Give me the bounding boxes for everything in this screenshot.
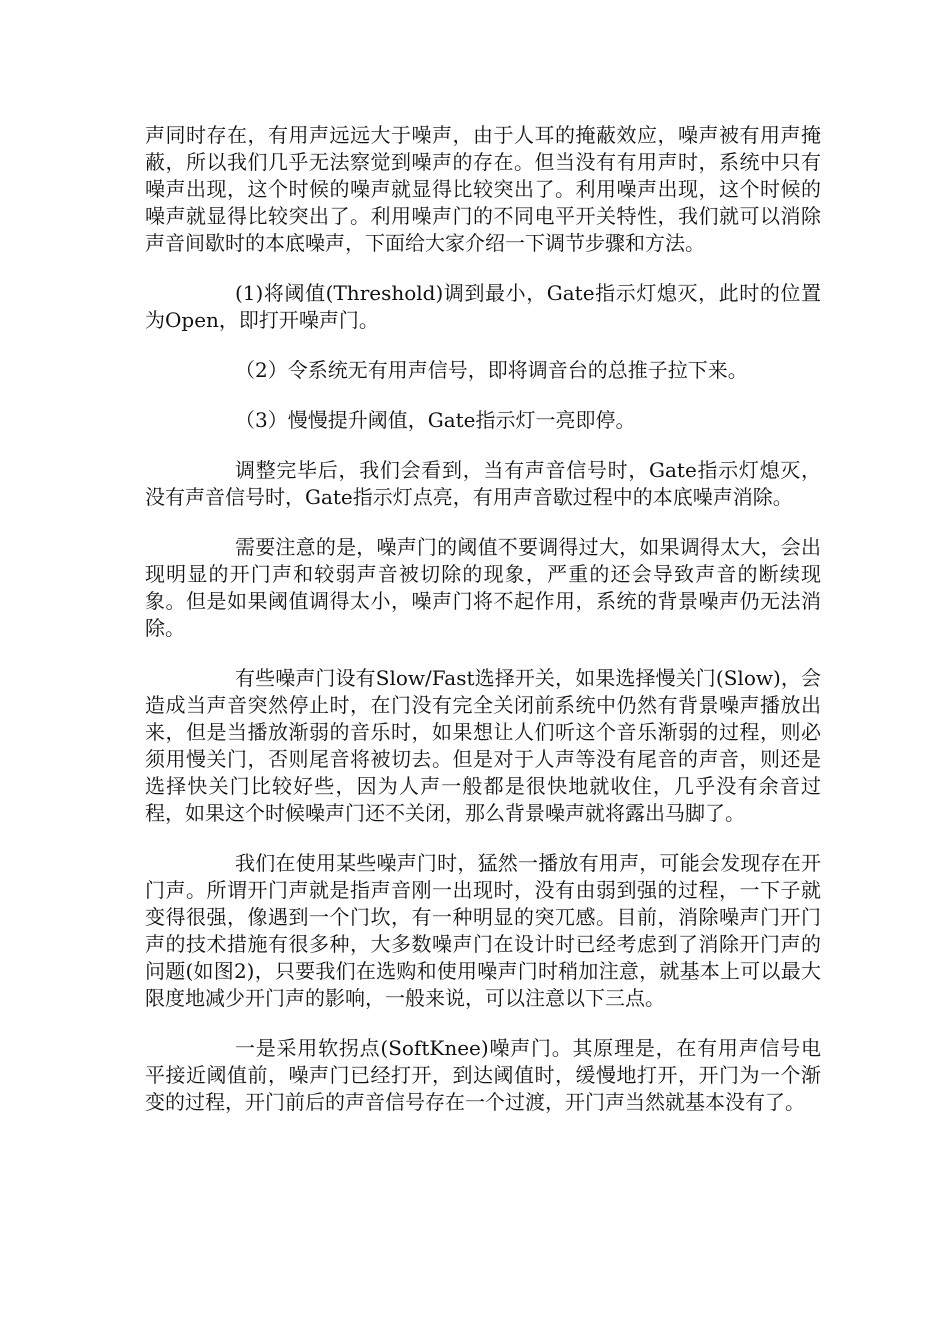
- paragraph-soft-knee: 一是采用软拐点(SoftKnee)噪声门。其原理是，在有用声信号电平接近阈值前，噪声门已经打开，到达阈值时，缓慢地打开，开门为一个渐变的过程，开门前后的声音信号存在一个过渡，开门声当然就基本没有了。: [145, 1036, 821, 1114]
- paragraph-result: 调整完毕后，我们会看到，当有声音信号时，Gate指示灯熄灭，没有声音信号时，Gate指示灯点亮，有用声音歇过程中的本底噪声消除。: [145, 458, 821, 509]
- paragraph-step-2: （2）令系统无有用声信号，即将调音台的总推子拉下来。: [235, 358, 748, 382]
- paragraph-slow-fast: 有些噪声门设有Slow/Fast选择开关，如果选择慢关门(Slow)，会造成当声音突然停止时，在门没有完全关闭前系统中仍然有背景噪声播放出来，但是当播放渐弱的音乐时，如果想让人们听这个音乐渐弱的过程，则必须用慢关门，否则尾音将被切去。但是对于人声等没有尾音的声音，则还是选择快关门比较好些，因为人声一般都是很快地就收住，几乎没有余音过程，如果这个时候噪声门还不关闭，那么背景噪声就将露出马脚了。: [145, 666, 821, 825]
- paragraph-open-sound: 我们在使用某些噪声门时，猛然一播放有用声，可能会发现存在开门声。所谓开门声就是指声音刚一出现时，没有由弱到强的过程，一下子就变得很强，像遇到一个门坎，有一种明显的突兀感。目前，消除噪声门开门声的技术措施有很多种，大多数噪声门在设计时已经考虑到了消除开门声的问题(如图2)，只要我们在选购和使用噪声门时稍加注意，就基本上可以最大限度地减少开门声的影响，一般来说，可以注意以下三点。: [145, 851, 821, 1010]
- paragraph-step-1: (1)将阈值(Threshold)调到最小，Gate指示灯熄灭，此时的位置为Open，即打开噪声门。: [145, 281, 821, 332]
- document-body: [145, 122, 821, 1139]
- paragraph-threshold-note: 需要注意的是，噪声门的阈值不要调得过大，如果调得太大，会出现明显的开门声和较弱声音被切除的现象，严重的还会导致声音的断续现象。但是如果阈值调得太小，噪声门将不起作用，系统的背景噪声仍无法消除。: [145, 535, 821, 640]
- paragraph-step-3: （3）慢慢提升阈值，Gate指示灯一亮即停。: [235, 408, 636, 432]
- paragraph-intro: 声同时存在，有用声远远大于噪声，由于人耳的掩蔽效应，噪声被有用声掩蔽，所以我们几乎无法察觉到噪声的存在。但当没有有用声时，系统中只有噪声出现，这个时候的噪声就显得比较突出了。利用噪声出现，这个时候的噪声就显得比较突出了。利用噪声门的不同电平开关特性，我们就可以消除声音间歇时的本底噪声，下面给大家介绍一下调节步骤和方法。: [145, 123, 821, 255]
